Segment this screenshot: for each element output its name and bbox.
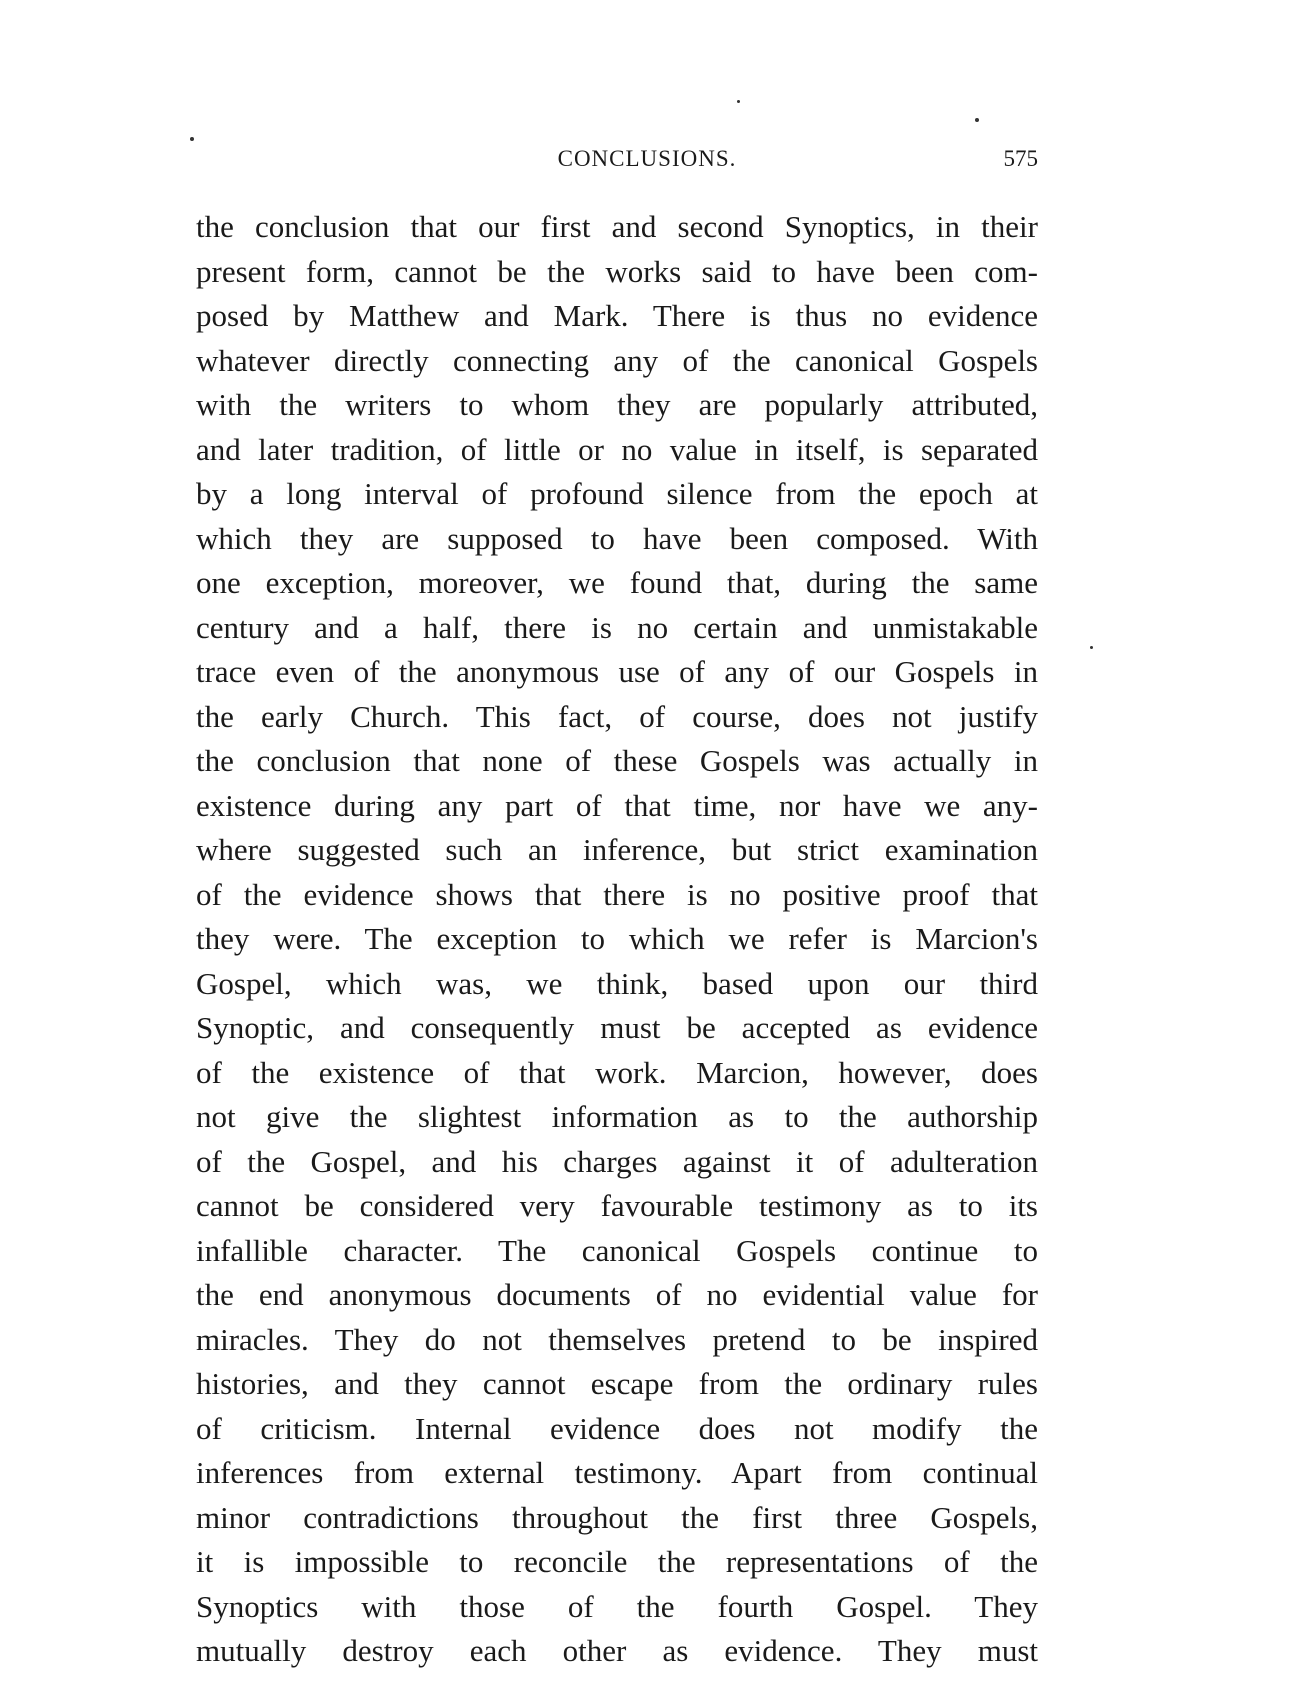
text-line: whatever directly connecting any of the canonical Gospels [196, 342, 1038, 378]
print-speck [975, 118, 979, 122]
text-line: one exception, moreover, we found that, during the same [196, 565, 1038, 600]
text-line: where suggested such an inference, but strict examination [196, 832, 1038, 867]
text-line: histories, and they cannot escape from the ordinary rules [196, 1366, 1038, 1401]
text-line: of criticism. Internal evidence does not modify the [196, 1410, 1038, 1446]
text-line: of the existence of that work. Marcion, however, does [196, 1054, 1038, 1090]
text-line: inferences from external testimony. Apart from continual [196, 1455, 1038, 1490]
text-line: by a long interval of profound silence from the epoch at [196, 476, 1038, 511]
text-line: cannot be considered very favourable testimony as to its [196, 1188, 1038, 1223]
text-line: of the Gospel, and his charges against it of adulteration [196, 1143, 1038, 1179]
body-text [196, 205, 1038, 1674]
text-line: the conclusion that our first and second Synoptics, in their [196, 209, 1038, 244]
text-line: Gospel, which was, we think, based upon our third [196, 965, 1038, 1001]
page-number: 575 [1003, 146, 1038, 171]
text-line: miracles. They do not themselves pretend to be inspired [196, 1321, 1038, 1357]
text-line: the end anonymous documents of no evidential value for [196, 1277, 1038, 1312]
text-line: not give the slightest information as to the authorship [196, 1099, 1038, 1134]
running-head: CONCLUSIONS. [557, 146, 737, 171]
text-line: it is impossible to reconcile the representations of the [196, 1544, 1038, 1579]
text-line: the early Church. This fact, of course, does not justify [196, 698, 1038, 734]
text-line: and later tradition, of little or no value in itself, is separated [196, 431, 1038, 467]
text-line: infallible character. The canonical Gospels continue to [196, 1232, 1038, 1268]
text-line: mutually destroy each other as evidence. They must [196, 1633, 1038, 1668]
text-line: they were. The exception to which we refer is Marcion's [196, 921, 1038, 956]
text-line: existence during any part of that time, nor have we any- [196, 787, 1038, 823]
text-line: posed by Matthew and Mark. There is thus no evidence [196, 298, 1038, 333]
text-line: Synoptics with those of the fourth Gospel. They [196, 1588, 1038, 1624]
text-line: Synoptic, and consequently must be accepted as evidence [196, 1010, 1038, 1045]
print-speck [1090, 646, 1093, 649]
text-line: trace even of the anonymous use of any of our Gospels in [196, 654, 1038, 689]
text-line: the conclusion that none of these Gospels was actually in [196, 743, 1038, 778]
print-speck [190, 137, 194, 141]
text-line: minor contradictions throughout the first three Gospels, [196, 1499, 1038, 1535]
text-line: century and a half, there is no certain and unmistakable [196, 609, 1038, 645]
print-speck [737, 100, 740, 103]
text-line: which they are supposed to have been composed. With [196, 520, 1038, 556]
page-header [196, 146, 1038, 186]
text-line: of the evidence shows that there is no positive proof that [196, 876, 1038, 912]
text-line: with the writers to whom they are popularly attributed, [196, 387, 1038, 422]
text-line: present form, cannot be the works said to have been com- [196, 253, 1038, 289]
